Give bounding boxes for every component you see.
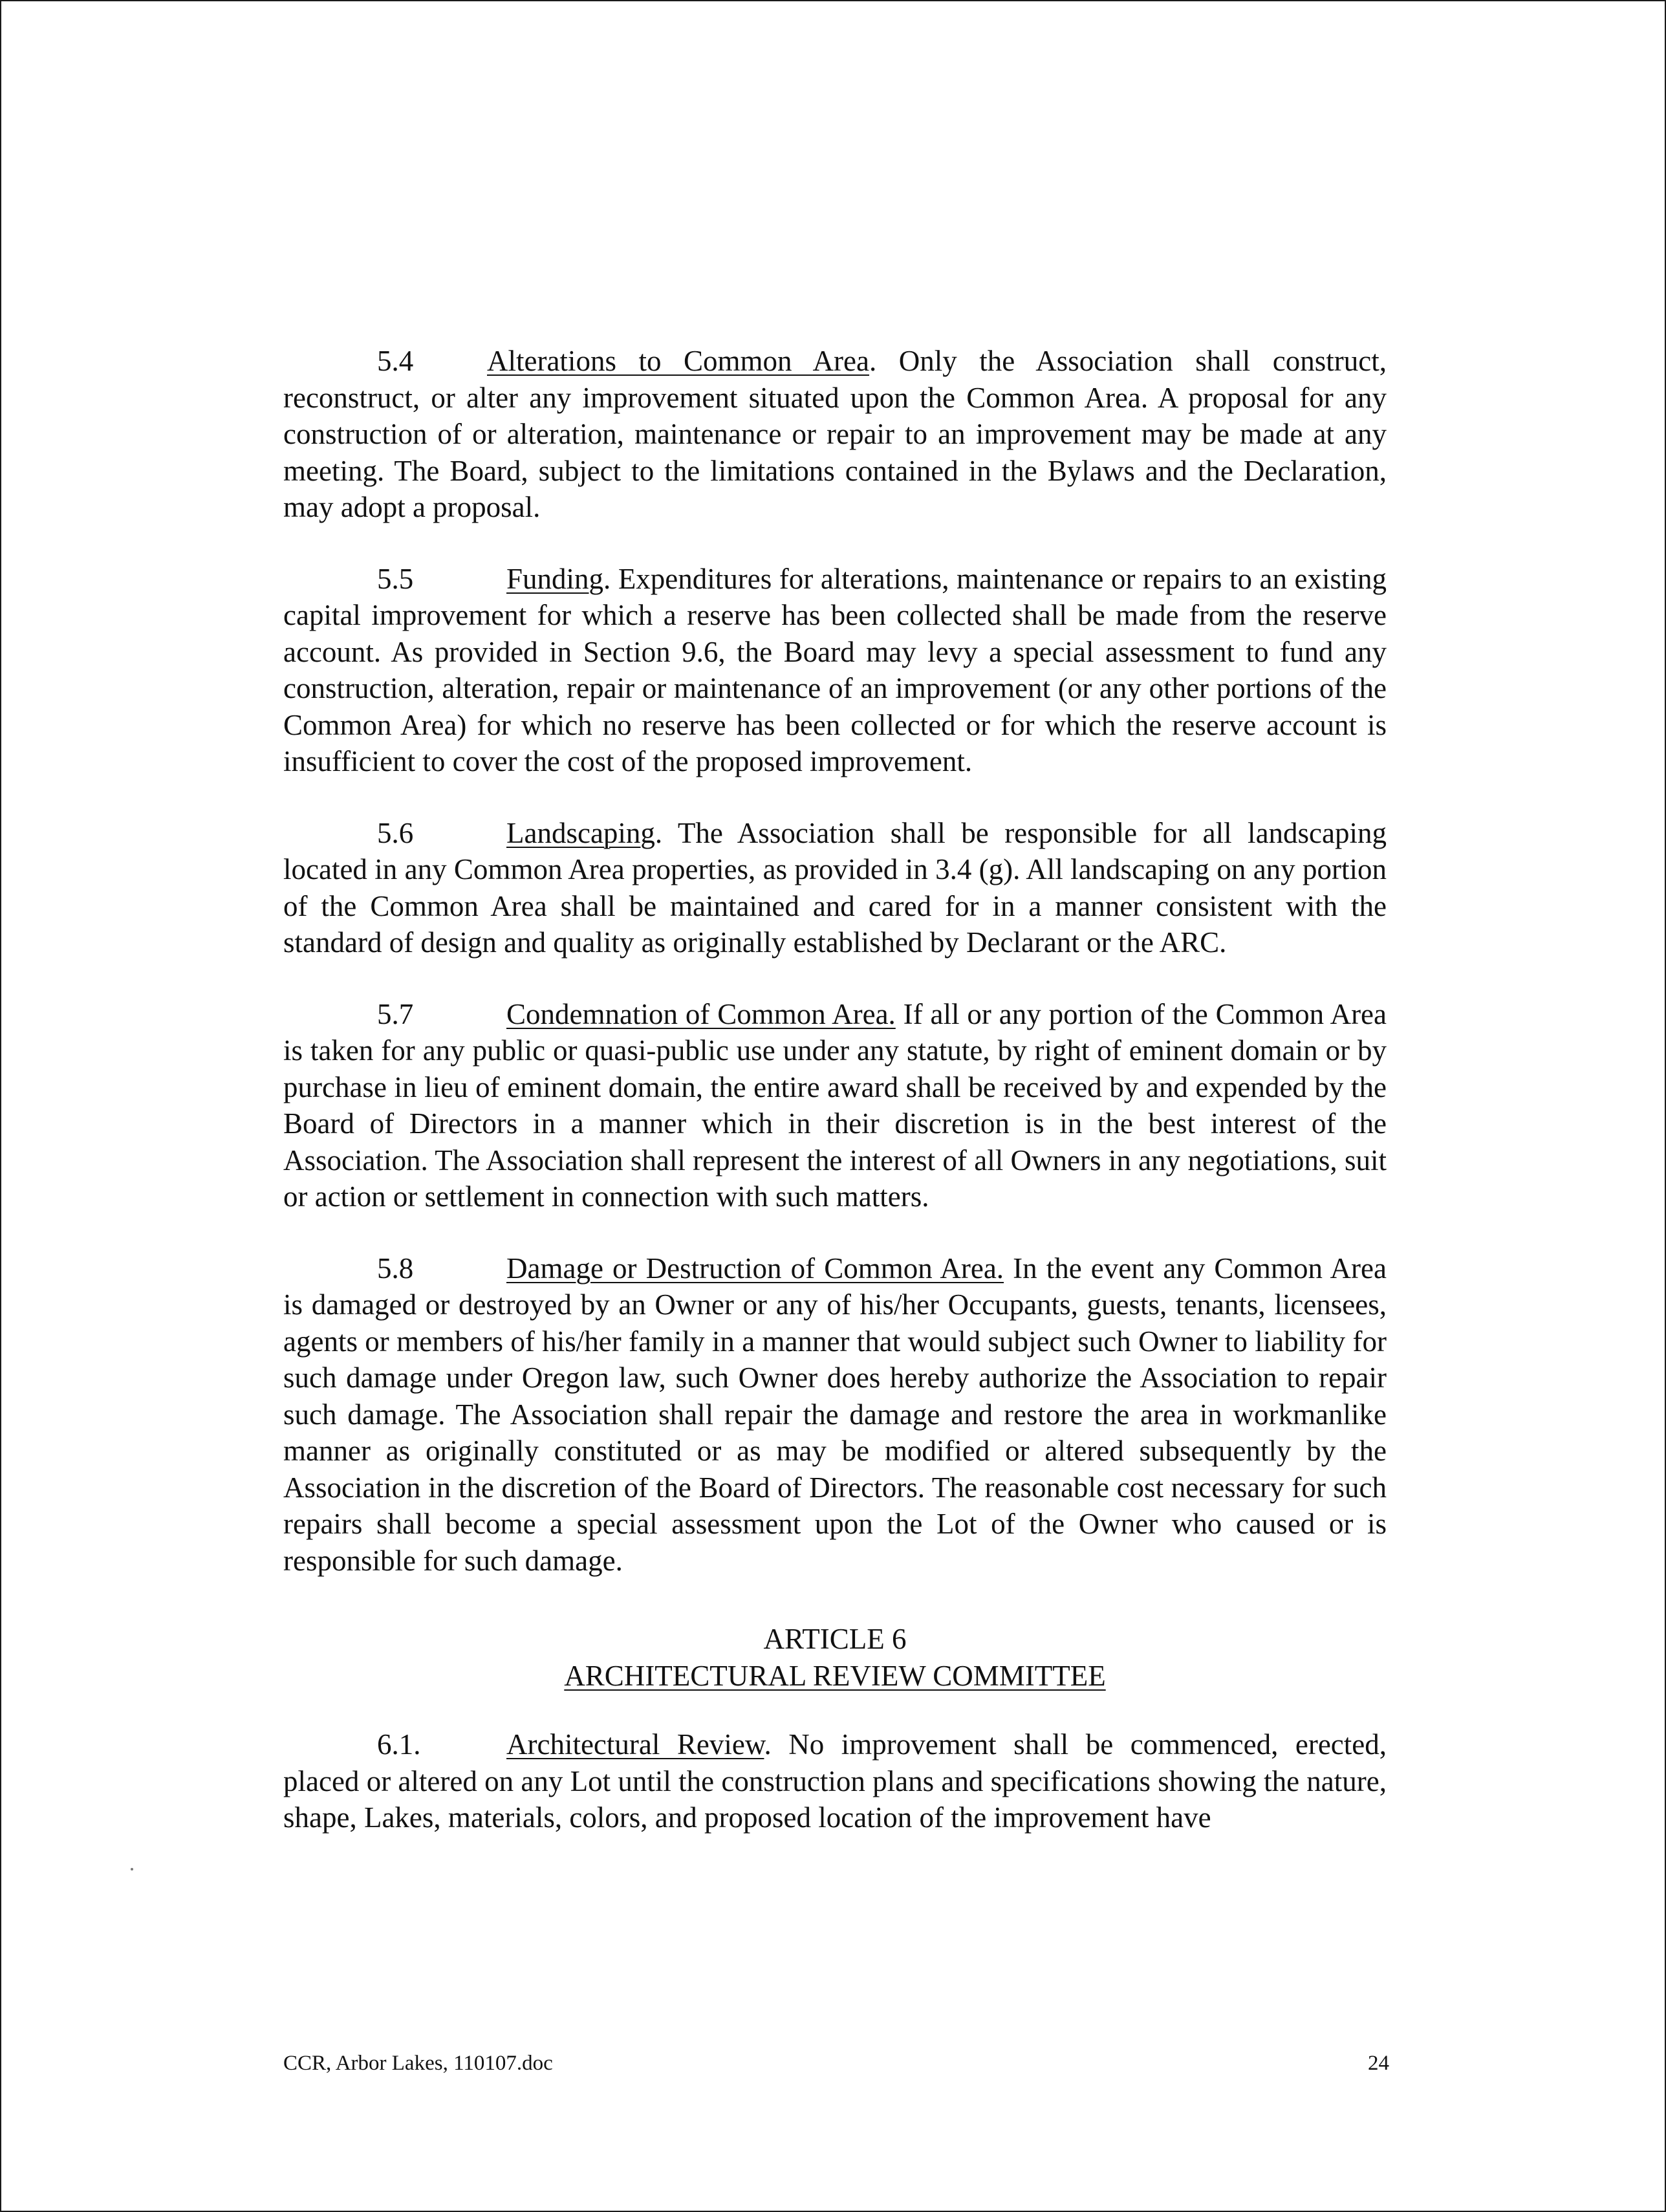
section-text: If all or any portion of the Common Area is taken for any public or quasi-public use under any statute, by right of eminent domain or by purchase in lieu of eminent domain, the entire award shall be received by and expended by the Board of Directors in a manner which in their discretion is in the best interest of the Association. The Association shall represent the interest of all Owners in any negotiations, suit or action or settlement in connection with such matters. xyxy=(283,997,1387,1213)
section-heading: Damage or Destruction of Common Area. xyxy=(506,1252,1004,1285)
document-body xyxy=(283,343,1387,1871)
section-number: 5.7 xyxy=(377,997,414,1030)
article-title: ARCHITECTURAL REVIEW COMMITTEE xyxy=(564,1659,1106,1692)
section-number: 5.8 xyxy=(377,1252,414,1285)
section-text: The Association shall be responsible for all landscaping located in any Common Area properties, as provided in 3.4 (g). All landscaping on any portion of the Common Area shall be maintained and cared for in a manner consistent with the standard of design and quality as originally established by Declarant or the ARC. xyxy=(283,816,1387,959)
section-5-4 xyxy=(283,343,1387,526)
section-6-1 xyxy=(283,1726,1387,1836)
scan-speck xyxy=(131,1868,133,1870)
section-heading: Alterations to Common Area xyxy=(487,345,869,377)
section-5-6 xyxy=(283,815,1387,961)
section-number: 5.5 xyxy=(377,562,414,595)
heading-punctuation: . xyxy=(764,1728,772,1761)
section-5-7 xyxy=(283,996,1387,1215)
section-heading: Condemnation of Common Area. xyxy=(506,997,896,1030)
section-heading: Architectural Review xyxy=(506,1728,764,1761)
section-5-5 xyxy=(283,561,1387,780)
section-heading: Funding xyxy=(506,562,604,595)
section-5-8 xyxy=(283,1250,1387,1579)
footer-page-number: 24 xyxy=(1368,2052,1389,2075)
footer-document-name: CCR, Arbor Lakes, 110107.doc xyxy=(283,2052,553,2075)
heading-punctuation: . xyxy=(869,345,877,377)
section-text: No improvement shall be commenced, erected, placed or altered on any Lot until the construction plans and specifications showing the nature, shape, Lakes, materials, colors, and proposed location of the improvement have xyxy=(283,1728,1387,1834)
article-heading xyxy=(283,1621,1387,1694)
heading-punctuation: . xyxy=(654,816,663,849)
section-text: Expenditures for alterations, maintenance or repairs to an existing capital improvement for which a reserve has been collected shall be made from the reserve account. As provided in Section 9.6, the Board may levy a special assessment to fund any construction, alteration, repair or maintenance of an improvement (or any other portions of the Common Area) for which no reserve has been collected or for which the reserve account is insufficient to cover the cost of the proposed improvement. xyxy=(283,562,1387,777)
section-number: 5.6 xyxy=(377,816,414,849)
article-label: ARTICLE 6 xyxy=(763,1623,907,1655)
section-text: In the event any Common Area is damaged or destroyed by an Owner or any of his/her Occupants, guests, tenants, licensees, agents or members of his/her family in a manner that would subject such Owner to liability for such damage under Oregon law, such Owner does hereby authorize the Association to repair such damage. The Association shall repair the damage and restore the area in workmanlike manner as originally constituted or as may be modified or altered subsequently by the Association in the discretion of the Board of Directors. The reasonable cost necessary for such repairs shall become a special assessment upon the Lot of the Owner who caused or is responsible for such damage. xyxy=(283,1252,1387,1577)
section-number: 6.1. xyxy=(377,1728,421,1761)
section-number: 5.4 xyxy=(377,345,414,377)
heading-punctuation: . xyxy=(603,562,611,595)
section-text: Only the Association shall construct, reconstruct, or alter any improvement situated upon the Common Area. A proposal for any construction of or alteration, maintenance or repair to an improvement may be made at any meeting. The Board, subject to the limitations contained in the Bylaws and the Declaration, may adopt a proposal. xyxy=(283,345,1387,523)
section-heading: Landscaping xyxy=(506,816,655,849)
